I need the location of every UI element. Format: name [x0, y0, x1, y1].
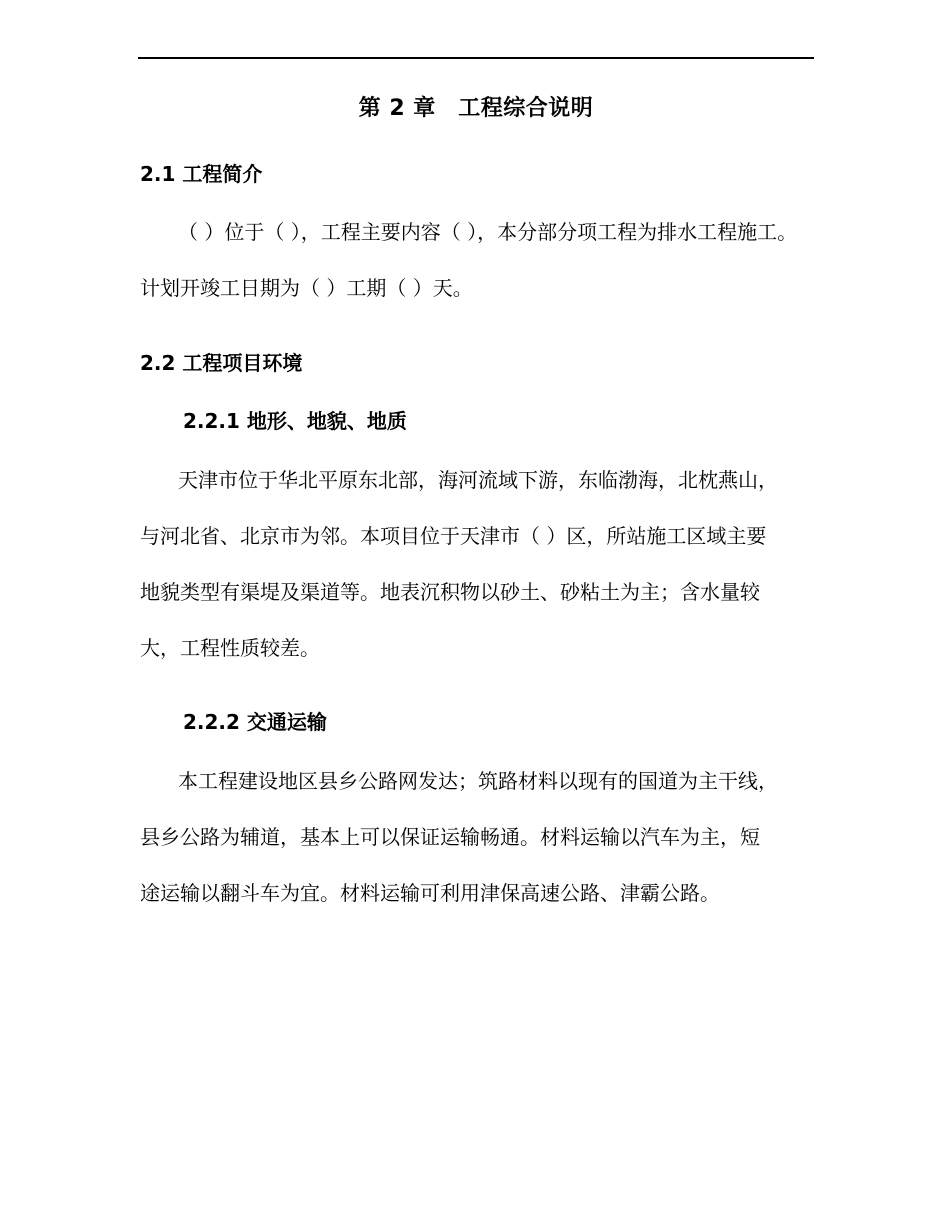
- header-rule: [138, 57, 814, 59]
- section-heading-2-2: 2.2 工程项目环境: [140, 351, 303, 375]
- section-2-2-1-paragraph: [140, 452, 830, 676]
- chapter-title: 第 2 章 工程综合说明: [358, 96, 594, 121]
- section-2-1-paragraph: [140, 204, 830, 316]
- section-2-2-2-paragraph: [140, 753, 830, 921]
- section-heading-2-2-1: 2.2.1 地形、地貌、地质: [183, 409, 407, 433]
- section-heading-2-2-2: 2.2.2 交通运输: [183, 710, 327, 734]
- paragraph-line: 本工程建设地区县乡公路网发达；筑路材料以现有的国道为主干线，: [178, 769, 778, 793]
- paragraph-line: 与河北省、北京市为邻。本项目位于天津市（ ）区，所站施工区域主要: [140, 524, 767, 548]
- paragraph-line: 天津市位于华北平原东北部，海河流域下游，东临渤海，北枕燕山，: [178, 468, 778, 492]
- paragraph-line: （ ）位于（ ），工程主要内容（ ），本分部分项工程为排水工程施工。: [178, 220, 798, 244]
- paragraph-line: 县乡公路为辅道，基本上可以保证运输畅通。材料运输以汽车为主，短: [140, 825, 760, 849]
- section-heading-2-1: 2.1 工程简介: [140, 162, 263, 186]
- paragraph-line: 计划开竣工日期为（ ）工期（ ）天。: [140, 276, 473, 300]
- paragraph-line: 途运输以翻斗车为宜。材料运输可利用津保高速公路、津霸公路。: [140, 881, 720, 905]
- paragraph-line: 大，工程性质较差。: [140, 636, 320, 660]
- paragraph-line: 地貌类型有渠堤及渠道等。地表沉积物以砂土、砂粘土为主；含水量较: [140, 580, 760, 604]
